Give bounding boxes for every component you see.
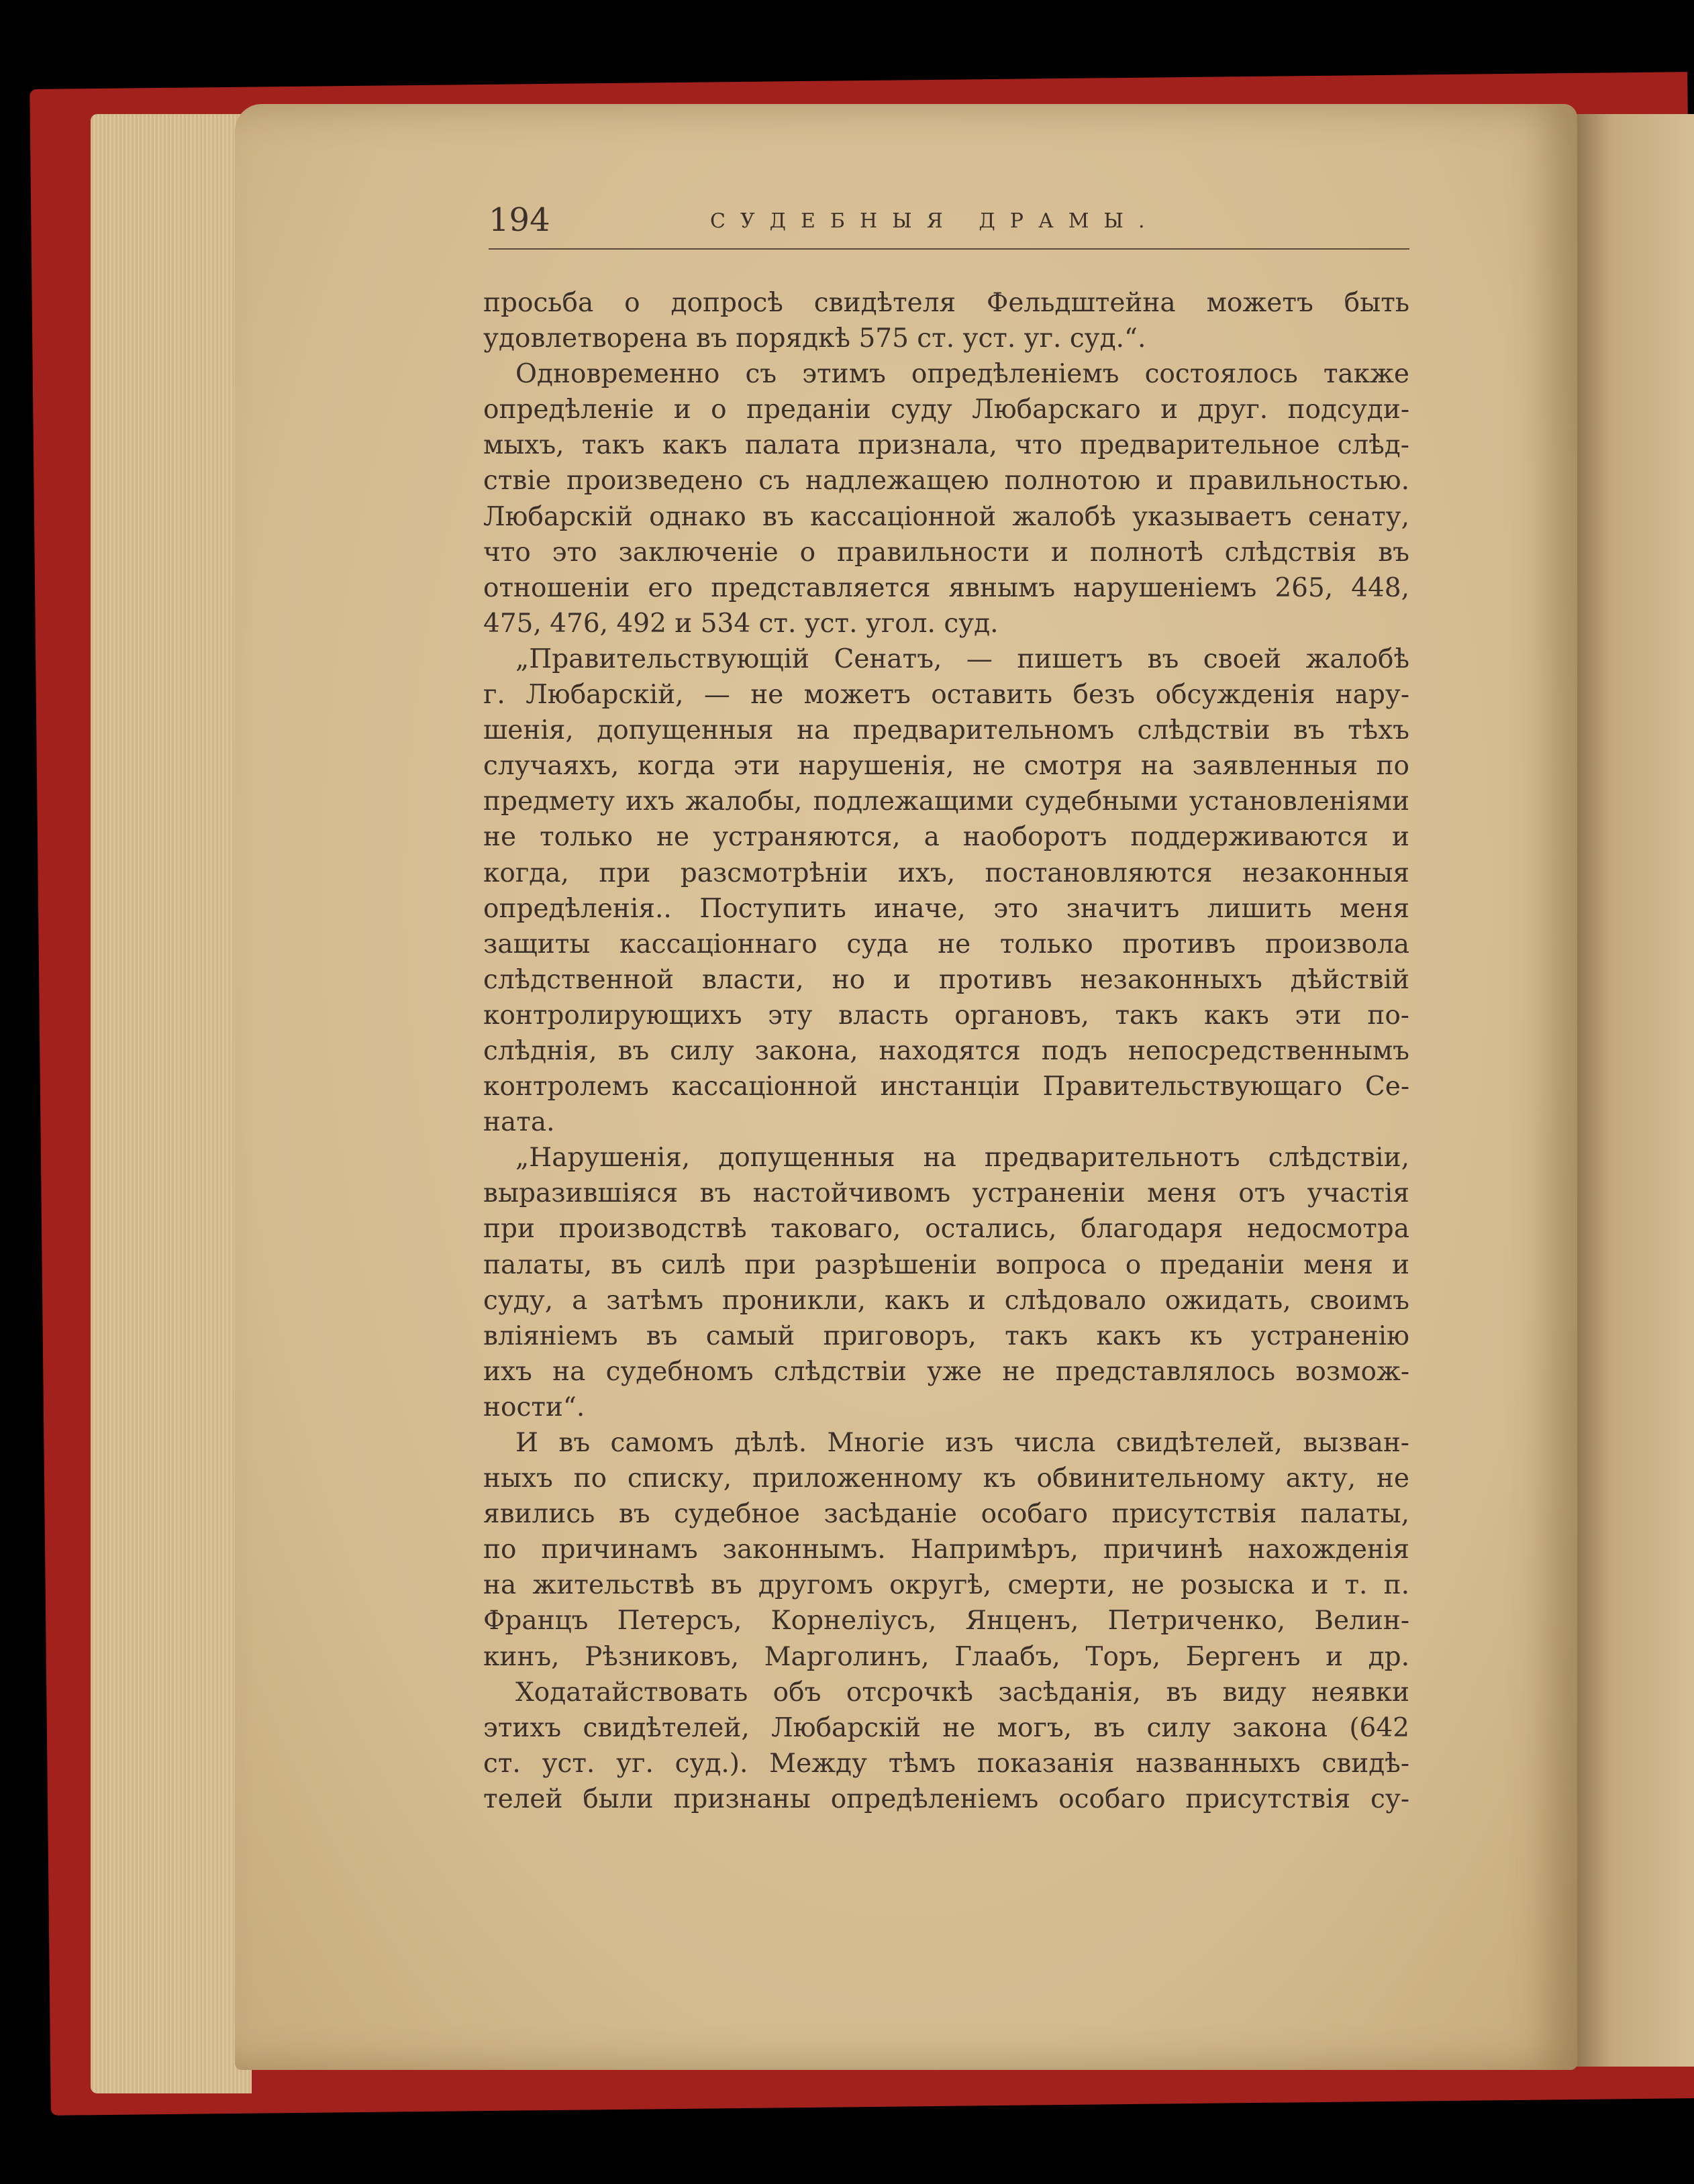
text-line: по причинамъ законнымъ. Напримѣръ, причинѣ нахожденія [483, 1535, 1409, 1565]
header-rule [489, 248, 1409, 250]
text-line: когда, при разсмотрѣніи ихъ, постановляются незаконныя [483, 857, 1409, 888]
text-line: ствіе произведено съ надлежащею полнотою и правильностью. [483, 466, 1409, 497]
running-title: СУДЕБНЫЯ ДРАМЫ. [710, 209, 1160, 233]
text-line: „Нарушенія, допущенныя на предварительнотъ слѣдствіи, [515, 1143, 1409, 1174]
text-line: г. Любарскій, — не можетъ оставить безъ обсужденія нару- [483, 680, 1409, 711]
text-line: выразившіяся въ настойчивомъ устраненіи меня отъ участія [483, 1178, 1409, 1209]
text-line: случаяхъ, когда эти нарушенія, не смотря на заявленныя по [483, 751, 1409, 782]
text-line: опредѣленіе и о преданіи суду Любарскаго и друг. подсуди- [483, 395, 1409, 425]
text-line: ст. уст. уг. суд.). Между тѣмъ показанія названныхъ свидѣ- [483, 1748, 1409, 1779]
text-line: ности“. [483, 1392, 585, 1422]
text-line: Ходатайствовать объ отсрочкѣ засѣданія, въ виду неявки [515, 1677, 1409, 1708]
text-line: контролирующихъ эту власть органовъ, такъ какъ эти по- [483, 1000, 1409, 1031]
text-line: контролемъ кассаціонной инстанціи Правительствующаго Се- [483, 1072, 1409, 1102]
text-line: ихъ на судебномъ слѣдствіи уже не представлялось возмож- [483, 1356, 1409, 1387]
text-line: удовлетворена въ порядкѣ 575 ст. уст. уг. суд.“. [483, 323, 1146, 354]
text-line: телей были признаны опредѣленіемъ особаго присутствія су- [483, 1783, 1409, 1814]
text-line: „Правительствующій Сенатъ, — пишетъ въ своей жалобѣ [515, 643, 1409, 674]
text-line: И въ самомъ дѣлѣ. Многіе изъ числа свидѣтелей, вызван- [515, 1428, 1409, 1458]
text-line: при производствѣ таковаго, остались, благодаря недосмотра [483, 1214, 1409, 1245]
facing-page [1574, 114, 1694, 2067]
text-line: кинъ, Рѣзниковъ, Марголинъ, Глаабъ, Торъ, Бергенъ и др. [483, 1641, 1409, 1672]
text-line: защиты кассаціоннаго суда не только противъ произвола [483, 929, 1409, 959]
text-line: вліяніемъ въ самый приговоръ, такъ какъ къ устраненію [483, 1320, 1409, 1351]
text-line: что это заключеніе о правильности и полнотѣ слѣдствія въ [483, 537, 1409, 568]
text-line: не только не устраняются, а наоборотъ поддерживаются и [483, 822, 1409, 853]
text-line: суду, а затѣмъ проникли, какъ и слѣдовало ожидать, своимъ [483, 1285, 1409, 1316]
text-line: слѣднія, въ силу закона, находятся подъ непосредственнымъ [483, 1035, 1409, 1066]
body-text [483, 285, 1409, 1817]
text-line: Любарскій однако въ кассаціонной жалобѣ указываетъ сенату, [483, 501, 1409, 532]
text-line: палаты, въ силѣ при разрѣшеніи вопроса о преданіи меня и [483, 1249, 1409, 1280]
page-header [489, 201, 1409, 255]
text-line: Одновременно съ этимъ опредѣленіемъ состоялось также [515, 359, 1409, 390]
text-line: отношеніи его представляется явнымъ нарушеніемъ 265, 448, [483, 572, 1409, 603]
page-edges [91, 114, 252, 2093]
text-line: мыхъ, такъ какъ палата признала, что предварительное слѣд- [483, 430, 1409, 461]
text-line: опредѣленія.. Поступить иначе, это значитъ лишить меня [483, 893, 1409, 924]
page-number: 194 [489, 201, 550, 239]
text-line: этихъ свидѣтелей, Любарскій не могъ, въ силу закона (642 [483, 1712, 1409, 1743]
text-line: шенія, допущенныя на предварительномъ слѣдствіи въ тѣхъ [483, 715, 1409, 746]
text-line: предмету ихъ жалобы, подлежащими судебными установленіями [483, 786, 1409, 817]
text-line: ната. [483, 1107, 555, 1138]
text-line: явились въ судебное засѣданіе особаго присутствія палаты, [483, 1499, 1409, 1530]
text-line: просьба о допросѣ свидѣтеля Фельдштейна можетъ быть [483, 288, 1409, 318]
text-line: на жительствѣ въ другомъ округѣ, смерти, не розыска и т. п. [483, 1570, 1409, 1601]
text-line: слѣдственной власти, но и противъ незаконныхъ дѣйствій [483, 964, 1409, 995]
text-line: 475, 476, 492 и 534 ст. уст. угол. суд. [483, 608, 999, 639]
text-line: ныхъ по списку, приложенному къ обвинительному акту, не [483, 1463, 1409, 1494]
text-line: Францъ Петерсъ, Корнеліусъ, Янценъ, Петриченко, Велин- [483, 1606, 1409, 1636]
